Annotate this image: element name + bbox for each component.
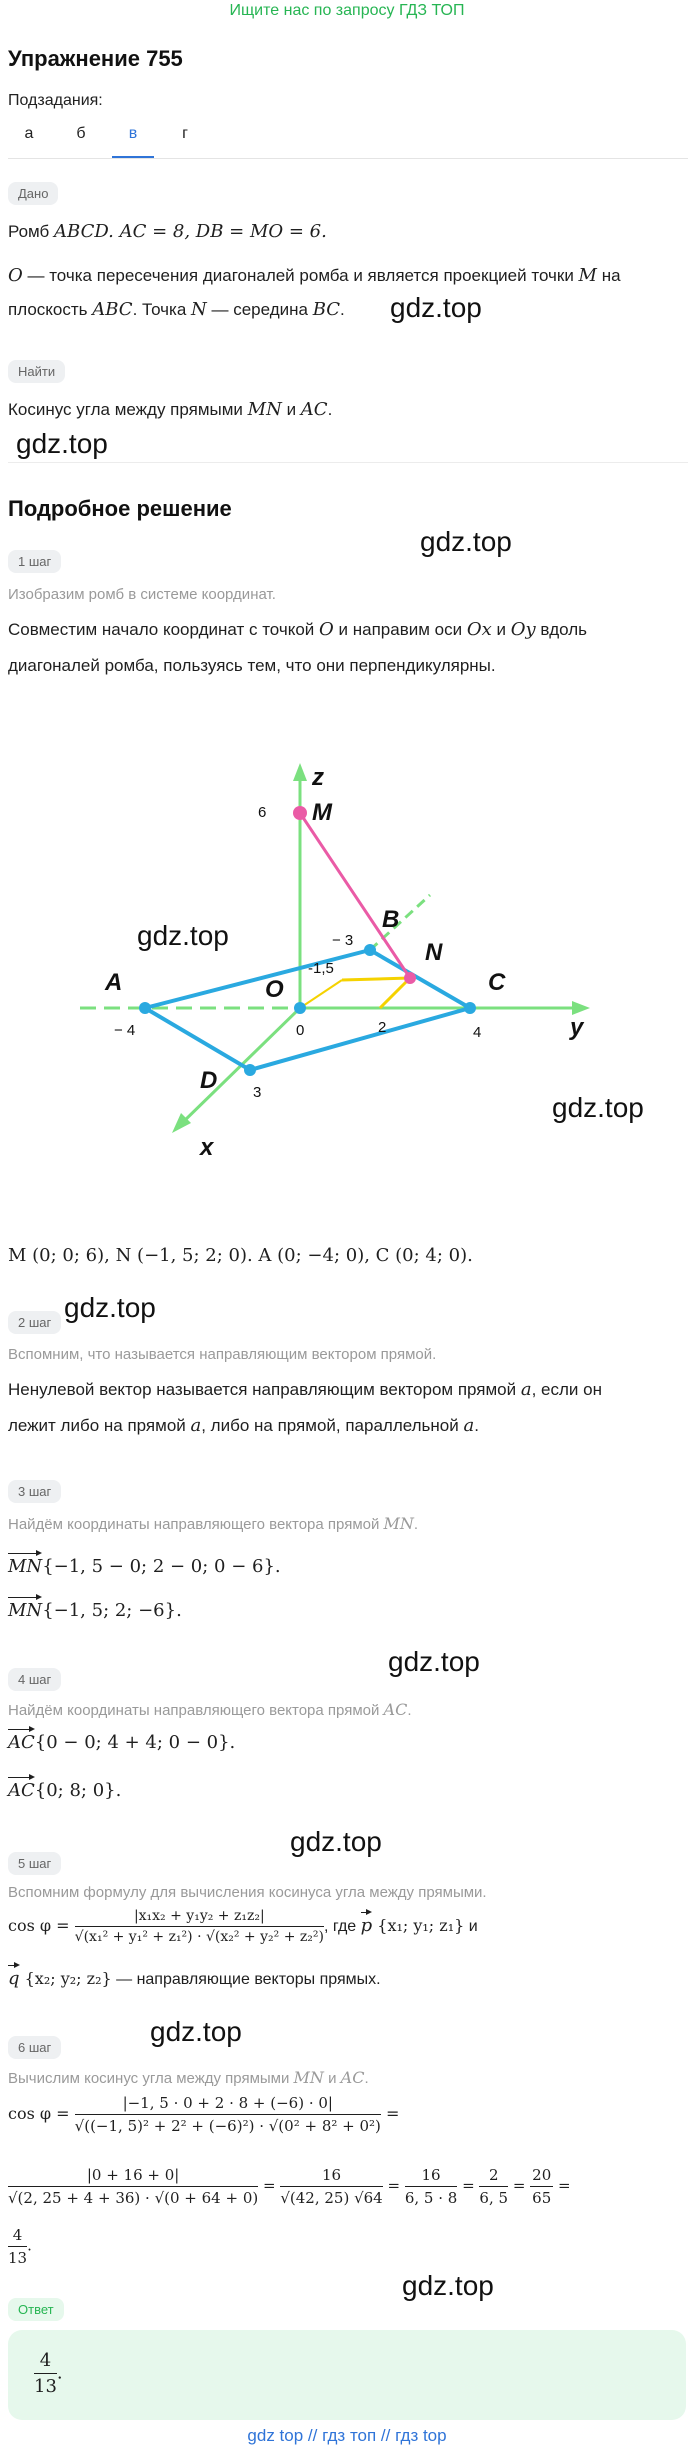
step-1-badge: 1 шаг bbox=[8, 550, 61, 573]
given-line-2: O — точка пересечения диагоналей ромба и является проекцией точки M на bbox=[8, 265, 621, 286]
label-n: N bbox=[425, 939, 443, 966]
watermark: gdz.top bbox=[402, 2270, 494, 2301]
label-c: C bbox=[488, 969, 506, 996]
find-text: Косинус угла между прямыми MN и AC. bbox=[8, 399, 333, 420]
step-4-hint: Найдём координаты направляющего вектора прямой AC. bbox=[8, 1700, 412, 1719]
tab-g[interactable]: г bbox=[182, 125, 188, 142]
watermark: gdz.top bbox=[552, 1092, 644, 1123]
projection-line-3 bbox=[380, 978, 410, 1008]
subtasks-label: Подзадания: bbox=[8, 92, 103, 109]
step-2-badge: 2 шаг bbox=[8, 1311, 61, 1334]
step-4-formula-1: AC{0 − 0; 4 + 4; 0 − 0}. bbox=[8, 1732, 236, 1753]
step-3-formula-2: MN{−1, 5; 2; −6}. bbox=[8, 1600, 182, 1621]
point-d bbox=[244, 1064, 256, 1076]
ob-extension bbox=[370, 895, 430, 950]
step-3-badge: 3 шаг bbox=[8, 1480, 61, 1503]
given-line-1: Ромб ABCD. AC = 8, DB = MO = 6. bbox=[8, 221, 327, 242]
projection-line-1 bbox=[342, 978, 410, 980]
step-1-hint: Изобразим ромб в системе координат. bbox=[8, 586, 276, 603]
step-4-badge: 4 шаг bbox=[8, 1668, 61, 1691]
step-5-formula: cos φ = $\frac{\text{|x₁x₂ + y₁y₂ + z₁z₂|}}{\text{√(x₁² + y₁² + z₁²) · √(x₂² + y₂² + z₂²)}}$ , где p {x₁; y₁; z₁} и bbox=[8, 1908, 478, 1945]
tick-minus-3: − 3 bbox=[332, 932, 354, 949]
step-6-formula-2: $\frac{|0 + 16 + 0|}{√(2, 25 + 4 + 36) \cdot √(0 + 64 + 0)}$ = $\frac{16}{√(42, 25) √64}$ = $\frac{16}{6, 5 \cdot 8}$ = $\frac{2}{6, 5}$ = $\frac{20}{65}$ = bbox=[8, 2166, 571, 2207]
watermark: gdz.top bbox=[137, 920, 229, 951]
step-2-hint: Вспомним, что называется направляющим вектором прямой. bbox=[8, 1346, 437, 1363]
step-1-line-2: диагоналей ромба, пользуясь тем, что они перпендикулярны. bbox=[8, 656, 496, 675]
label-m: M bbox=[312, 799, 332, 826]
label-a: A bbox=[105, 969, 123, 996]
solution-title: Подробное решение bbox=[8, 496, 232, 521]
point-coordinates: M (0; 0; 6), N (−1, 5; 2; 0). A (0; −4; 0), C (0; 4; 0). bbox=[8, 1245, 473, 1266]
point-a bbox=[139, 1002, 151, 1014]
exercise-title: Упражнение 755 bbox=[8, 46, 183, 71]
tick-minus-4: − 4 bbox=[114, 1022, 136, 1039]
label-d: D bbox=[200, 1067, 218, 1094]
tab-b[interactable]: б bbox=[76, 125, 86, 142]
divider bbox=[8, 462, 688, 463]
watermark: gdz.top bbox=[150, 2016, 242, 2047]
tick-z-6: 6 bbox=[258, 804, 267, 821]
label-o: O bbox=[265, 976, 284, 1003]
x-axis bbox=[180, 1008, 300, 1125]
step-3-hint: Найдём координаты направляющего вектора прямой MN. bbox=[8, 1514, 419, 1533]
point-c bbox=[464, 1002, 476, 1014]
step-5-formula-tail: q {x₂; y₂; z₂} — направляющие векторы прямых. bbox=[8, 1968, 381, 1989]
answer-badge: Ответ bbox=[8, 2298, 64, 2321]
watermark: gdz.top bbox=[390, 292, 482, 323]
given-line-3: плоскость ABC. Точка N — середина BC. bbox=[8, 299, 345, 320]
answer-value: $\frac{4}{13}$ . bbox=[34, 2350, 63, 2397]
step-4-formula-2: AC{0; 8; 0}. bbox=[8, 1780, 122, 1801]
step-6-formula-3: $\frac{4}{13}$ . bbox=[8, 2226, 32, 2267]
label-b: B bbox=[382, 906, 400, 933]
step-5-hint: Вспомним формулу для вычисления косинуса угла между прямыми. bbox=[8, 1884, 487, 1901]
point-m bbox=[293, 806, 307, 820]
point-b bbox=[364, 944, 376, 956]
tab-v[interactable]: в bbox=[112, 120, 154, 158]
point-o bbox=[294, 1002, 306, 1014]
watermark: gdz.top bbox=[64, 1292, 156, 1323]
tick-3: 3 bbox=[253, 1084, 262, 1101]
rhombus-coordinate-figure bbox=[60, 745, 620, 1165]
label-y: y bbox=[570, 1014, 584, 1041]
step-6-formula-1: cos φ = $\frac{|-1, 5 \cdot 0 + 2 \cdot 8 + (-6) \cdot 0|}{\text{√((−1, 5)² + 2² + (−6)²) · √(0² + 8² + 0²)}}$ = bbox=[8, 2094, 400, 2135]
step-3-formula-1: MN{−1, 5 − 0; 2 − 0; 0 − 6}. bbox=[8, 1556, 281, 1577]
step-6-badge: 6 шаг bbox=[8, 2036, 61, 2059]
subtask-tabs bbox=[8, 120, 688, 159]
watermark: gdz.top bbox=[388, 1646, 480, 1677]
projection-line-2 bbox=[300, 980, 342, 1008]
tab-a[interactable]: а bbox=[24, 125, 34, 142]
watermark: gdz.top bbox=[420, 526, 512, 557]
tick-4: 4 bbox=[473, 1024, 482, 1041]
find-badge: Найти bbox=[8, 360, 65, 383]
answer-box bbox=[8, 2330, 686, 2420]
tick-2: 2 bbox=[378, 1019, 387, 1036]
step-6-hint: Вычислим косинус угла между прямыми MN и AC. bbox=[8, 2068, 369, 2087]
footer-links[interactable]: gdz top // гдз топ // гдз top bbox=[247, 2426, 447, 2445]
step-2-line-2: лежит либо на прямой a, либо на прямой, параллельной a. bbox=[8, 1415, 479, 1436]
z-axis-arrow bbox=[293, 763, 307, 781]
label-z: z bbox=[312, 764, 324, 791]
y-axis-arrow bbox=[572, 1001, 590, 1015]
step-2-line-1: Ненулевой вектор называется направляющим вектором прямой a, если он bbox=[8, 1379, 602, 1400]
watermark: gdz.top bbox=[16, 428, 108, 459]
given-badge: Дано bbox=[8, 182, 58, 205]
step-5-badge: 5 шаг bbox=[8, 1852, 61, 1875]
search-link[interactable]: Ищите нас по запросу ГДЗ ТОП bbox=[229, 2, 465, 19]
tick-0: 0 bbox=[296, 1022, 305, 1039]
tick-minus-1-5: -1,5 bbox=[308, 960, 334, 977]
point-n bbox=[404, 972, 416, 984]
label-x: x bbox=[200, 1134, 214, 1161]
watermark: gdz.top bbox=[290, 1826, 382, 1857]
step-1-line-1: Совместим начало координат с точкой O и направим оси Ox и Oy вдоль bbox=[8, 619, 587, 640]
